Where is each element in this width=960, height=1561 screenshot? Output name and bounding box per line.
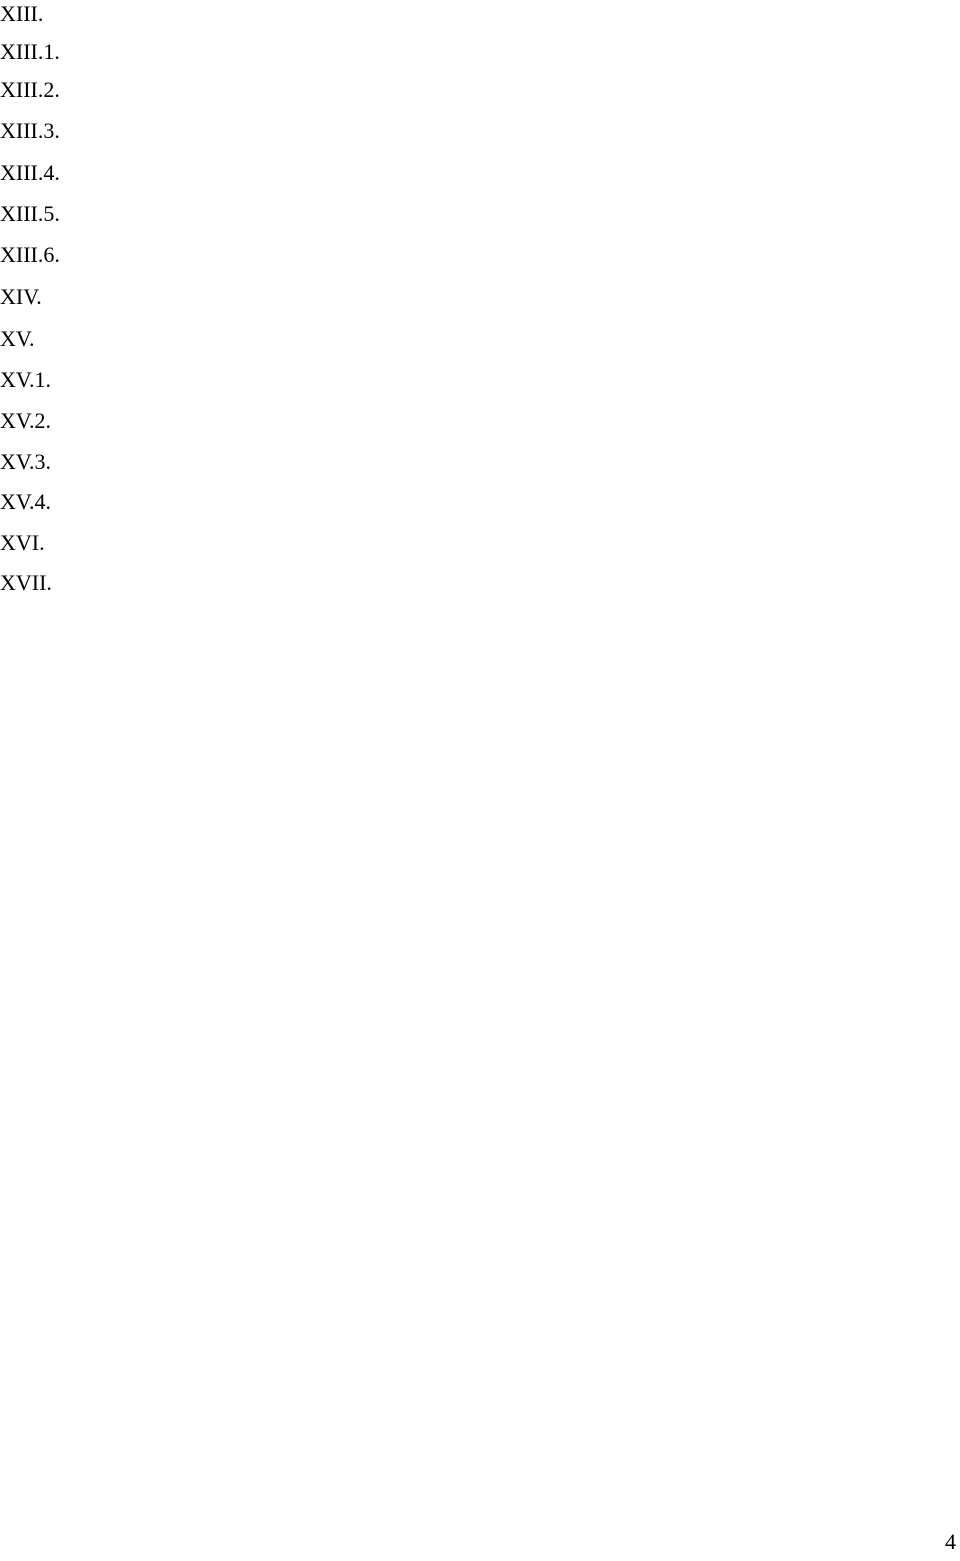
page-number: 4 xyxy=(945,1529,956,1554)
toc-entry-number: XV.2. xyxy=(0,408,51,433)
toc-entry-number: XV.4. xyxy=(0,489,51,514)
toc-entry-number: XV.1. xyxy=(0,367,51,392)
toc-entry-number: XIII.4. xyxy=(0,160,60,185)
toc-entry-number: XIII.5. xyxy=(0,201,60,226)
toc-entry-number: XV. xyxy=(0,326,35,351)
toc-entry-number: XIII.2. xyxy=(0,77,60,102)
toc-entry-number: XVI. xyxy=(0,530,45,555)
toc-entry-number: XIII.3. xyxy=(0,118,60,143)
toc-entry-number: XIII. xyxy=(0,1,44,26)
toc-entry-number: XIV. xyxy=(0,284,42,309)
toc-entry-number: XVII. xyxy=(0,570,52,595)
toc-entry-number: XIII.6. xyxy=(0,242,60,267)
toc-entry-number: XV.3. xyxy=(0,449,51,474)
toc-entry-number: XIII.1. xyxy=(0,39,60,64)
